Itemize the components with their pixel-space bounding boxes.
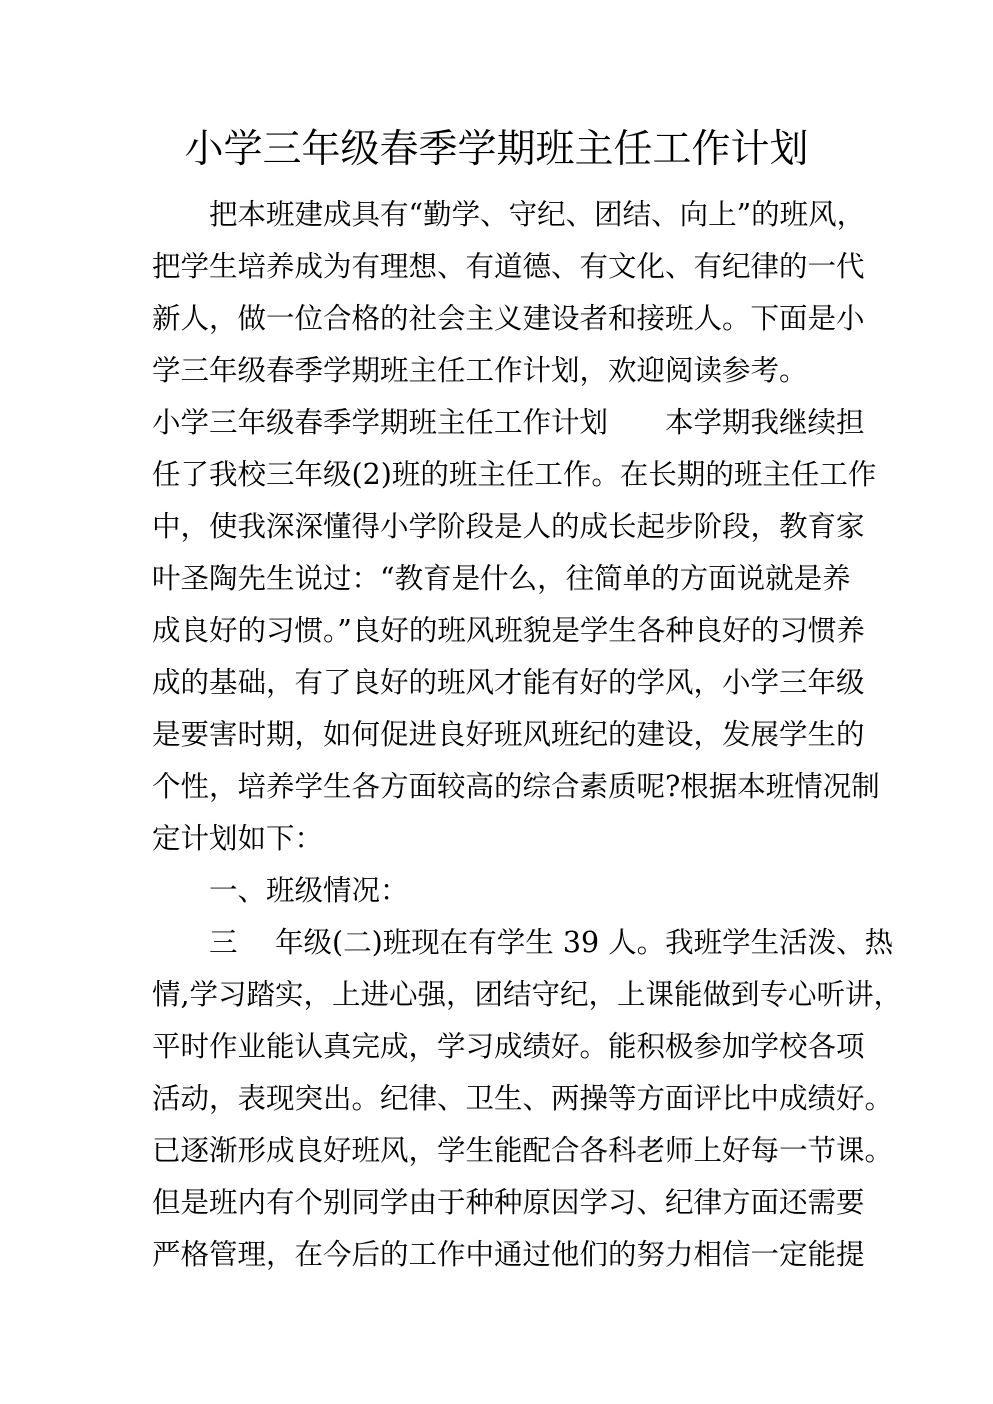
text-line: 个性，培养学生各方面较高的综合素质呢?根据本班情况制	[152, 770, 880, 803]
text-line: 任了我校三年级(2)班的班主任工作。在长期的班主任工作	[152, 458, 877, 491]
text-line: 是要害时期，如何促进良好班风班纪的建设，发展学生的	[152, 718, 865, 751]
text-line: 情,学习踏实，上进心强，团结守纪，上课能做到专心听讲，	[152, 978, 903, 1011]
text-line: 定计划如下：	[152, 822, 324, 855]
text-line: 把学生培养成为有理想、有道德、有文化、有纪律的一代	[152, 250, 865, 283]
text-line: 成的基础，有了良好的班风才能有好的学风，小学三年级	[152, 666, 865, 699]
text-line: 严格管理，在今后的工作中通过他们的努力相信一定能提	[152, 1238, 865, 1271]
text-line: 叶圣陶先生说过：“教育是什么，往简单的方面说就是养	[152, 562, 851, 595]
text-line: 平时作业能认真完成，学习成绩好。能积极参加学校各项	[152, 1030, 865, 1063]
text-line: 三 年级(二)班现在有学生 39 人。我班学生活泼、热	[152, 926, 894, 959]
text-line: 中，使我深深懂得小学阶段是人的成长起步阶段，教育家	[152, 510, 865, 543]
document-title: 小学三年级春季学期班主任工作计划	[184, 127, 809, 172]
text-line: 把本班建成具有“勤学、守纪、团结、向上”的班风，	[152, 198, 866, 231]
section-heading: 一、班级情况：	[152, 874, 409, 907]
text-line: 学三年级春季学期班主任工作计划，欢迎阅读参考。	[152, 354, 808, 387]
text-line: 活动，表现突出。纪律、卫生、两操等方面评比中成绩好。	[152, 1082, 894, 1115]
text-line: 小学三年级春季学期班主任工作计划 本学期我继续担	[152, 406, 865, 439]
text-line: 新人，做一位合格的社会主义建设者和接班人。下面是小	[152, 302, 865, 335]
text-line: 但是班内有个别同学由于种种原因学习、纪律方面还需要	[152, 1186, 865, 1219]
text-line: 成良好的习惯。”良好的班风班貌是学生各种良好的习惯养	[152, 614, 865, 647]
text-line: 已逐渐形成良好班风，学生能配合各科老师上好每一节课。	[152, 1134, 894, 1167]
